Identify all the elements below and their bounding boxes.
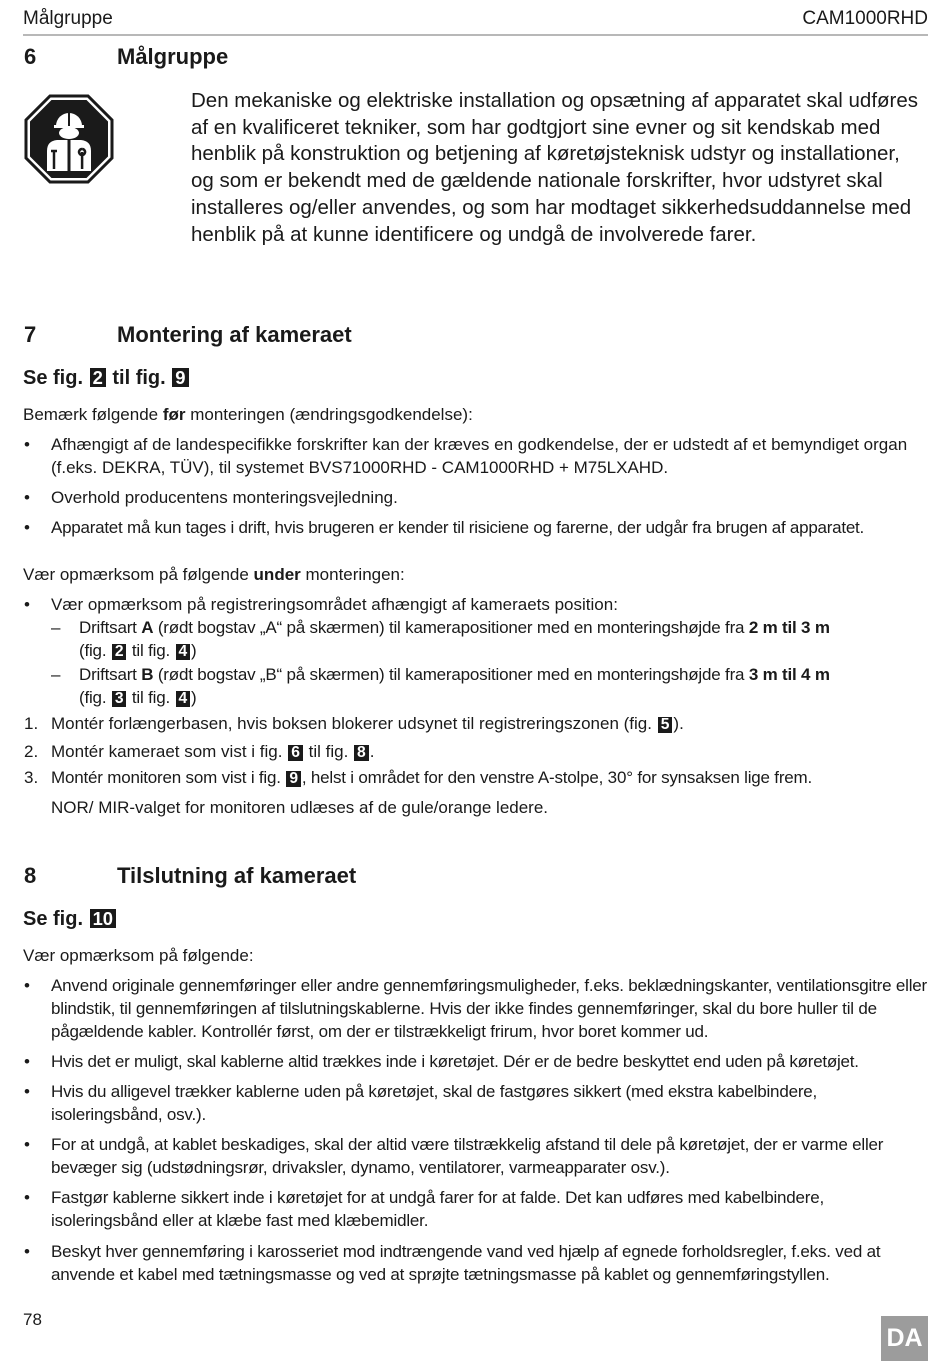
section-number: 6 <box>24 44 37 69</box>
text-run: monteringen: <box>300 565 405 584</box>
step-text <box>51 766 928 789</box>
text-run: Montér forlængerbasen, hvis boksen blokerer udsynet til registreringszonen (fig. <box>51 714 657 733</box>
text-run: til fig. <box>303 742 354 761</box>
height-range: 2 m til 3 m <box>748 618 830 637</box>
manual-page <box>23 0 928 1361</box>
header-product-code: CAM1000RHD <box>802 8 928 29</box>
text-run: monteringen (ændringsgodkendelse): <box>185 405 473 424</box>
target-group-text: Den mekaniske og elektriske installation og opsætning af apparatet skal udføres af en kvalificeret tekniker, som har godtgjort sine evner og sit kendskab med henblik på konstruktion og betjening af køretøjsteknisk udstyr og installationer, og som er bekendt med de gældende nationale forskrifter, hvor udstyret skal installeres og/eller anvendes, og som har modtaget sikkerhedsuddannelse med henblik på at kunne identificere og undgå de involverede farer. <box>191 89 919 246</box>
bullet-icon: • <box>24 976 30 995</box>
text-run: (fig. <box>79 688 111 707</box>
section-title: Tilslutning af kameraet <box>117 863 357 888</box>
figure-number-badge: 2 <box>112 644 127 660</box>
text-run: Montér kameraet som vist i fig. <box>51 742 288 761</box>
list-item-text: Hvis det er muligt, skal kablerne altid trækkes inde i køretøjet. Dér er de bedre beskyttet end uden på køretøjet. <box>51 1052 859 1071</box>
operating-mode: B <box>141 665 154 684</box>
step-note <box>23 796 928 819</box>
figure-number-badge: 5 <box>658 717 673 733</box>
text-run: til fig. <box>127 688 175 707</box>
list-item <box>23 593 928 616</box>
list-item-text: Overhold producentens monteringsvejledning. <box>51 488 398 507</box>
subhead-prefix: Se fig. <box>23 908 84 930</box>
page-number: 78 <box>23 1310 42 1329</box>
step-text <box>51 740 928 763</box>
height-range: 3 m til 4 m <box>748 665 830 684</box>
numbered-step <box>23 740 928 763</box>
text-run: Driftsart <box>79 665 142 684</box>
dash-icon: – <box>51 618 61 637</box>
figure-reference-heading <box>23 367 190 390</box>
list-item <box>23 1240 928 1286</box>
figure-number-badge: 9 <box>286 771 301 787</box>
bullet-icon: • <box>24 518 30 537</box>
numbered-step <box>23 712 928 735</box>
list-item <box>23 1133 928 1179</box>
figure-number-badge: 4 <box>176 691 191 707</box>
text-run: (rødt bogstav „A“ på skærmen) til kamerapositioner med en monteringshøjde fra <box>153 618 749 637</box>
bullet-icon: • <box>24 1188 30 1207</box>
step-note-text: NOR/ MIR-valget for monitoren udlæses af de gule/orange ledere. <box>51 798 549 817</box>
bullet-icon: • <box>24 1135 30 1154</box>
step-number: 1. <box>24 714 39 733</box>
text-run: til fig. <box>127 641 175 660</box>
list-item-text: Anvend originale gennemføringer eller andre gennemføringsmuligheder, f.eks. beklædningskanter, ventilationsgitre eller blindstik, til gennemføringen af tilslutningskablerne. Hvis der ikke findes gennemføringer, skal du bore huller til de pågældende kabler. Kontrollér først, om der er tilstrækkeligt frirum, hvor boret kommer ud. <box>51 976 928 1041</box>
text-run: Driftsart <box>79 618 142 637</box>
subhead-prefix: Se fig. <box>23 367 84 389</box>
list-item <box>23 433 928 479</box>
bullet-icon: • <box>24 488 30 507</box>
section-title: Montering af kameraet <box>117 322 352 347</box>
figure-number-badge: 2 <box>90 368 106 387</box>
figure-number-badge: 6 <box>288 745 303 761</box>
text-run: Montér monitoren som vist i fig. <box>51 768 286 787</box>
figure-number-badge: 4 <box>176 644 191 660</box>
figure-number-badge: 8 <box>354 745 369 761</box>
list-item-text: Beskyt hver gennemføring i karosseriet mod indtrængende vand ved hjælp af egnede forholdsregler, f.eks. ved at anvende et kabel med tætningsmasse og ved at sprøjte tætningsmasse på kablet og gennemføringstyllen. <box>51 1242 881 1284</box>
figure-number-badge: 10 <box>90 909 116 928</box>
sub-list-item-text <box>79 616 928 662</box>
emphasis-text: under <box>253 565 301 584</box>
subhead-connector: til fig. <box>112 367 166 389</box>
operating-mode: A <box>141 618 154 637</box>
figure-number-badge: 9 <box>172 368 188 387</box>
text-run: (rødt bogstav „B“ på skærmen) til kamerapositioner med en monteringshøjde fra <box>153 665 749 684</box>
section-number: 7 <box>24 322 37 347</box>
bullet-icon: • <box>24 435 30 454</box>
list-item-text: Vær opmærksom på registreringsområdet afhængigt af kameraets position: <box>51 595 618 614</box>
bullet-icon: • <box>24 1082 30 1101</box>
figure-reference-heading <box>23 908 117 931</box>
list-item <box>23 1080 928 1126</box>
list-item <box>23 486 928 509</box>
step-number: 2. <box>24 742 39 761</box>
list-item <box>23 1186 928 1232</box>
sub-list-item-text <box>79 663 928 709</box>
text-run: . <box>369 742 375 761</box>
text-run: (fig. <box>79 641 111 660</box>
connection-intro: Vær opmærksom på følgende: <box>23 946 254 965</box>
qualified-technician-icon <box>23 93 115 185</box>
bullet-icon: • <box>24 1052 30 1071</box>
numbered-step <box>23 766 928 789</box>
list-item <box>23 974 928 1043</box>
step-number: 3. <box>24 768 39 787</box>
list-item-text: For at undgå, at kablet beskadiges, skal der altid være tilstrækkelig afstand til dele på køretøjet, der er varme eller bevæger sig (udstødningsrør, drivaksler, dynamo, ventilatorer, varmeapparater osv.). <box>51 1135 884 1177</box>
sub-list-item <box>51 663 928 709</box>
list-item-text: Fastgør kablerne sikkert inde i køretøjet for at undgå farer for at falde. Det kan udføres med kabelbindere, isoleringsbånd eller at klæbe fast med klæbemidler. <box>51 1188 825 1230</box>
bullet-icon: • <box>24 595 30 614</box>
section-title: Målgruppe <box>117 44 229 69</box>
sub-list-item <box>51 616 928 662</box>
text-run: , helst i området for den venstre A-stolpe, 30° for synsaksen lige frem. <box>301 768 813 787</box>
list-item <box>23 1050 928 1073</box>
text-run: ) <box>191 641 197 660</box>
during-mounting-intro <box>23 563 928 586</box>
bullet-icon: • <box>24 1242 30 1261</box>
section-number: 8 <box>24 863 37 888</box>
text-run: ). <box>673 714 684 733</box>
list-item-text: Apparatet må kun tages i drift, hvis brugeren er kender til risiciene og farerne, der udgår fra brugen af apparatet. <box>51 518 864 537</box>
language-badge: DA <box>881 1316 928 1361</box>
text-run: Bemærk følgende <box>23 405 163 424</box>
text-run: Vær opmærksom på følgende <box>23 565 254 584</box>
figure-number-badge: 3 <box>112 691 127 707</box>
list-item <box>23 516 928 539</box>
dash-icon: – <box>51 665 61 684</box>
step-text <box>51 712 928 735</box>
header-chapter-title: Målgruppe <box>23 8 113 29</box>
before-mounting-intro <box>23 403 928 426</box>
text-run: ) <box>191 688 197 707</box>
emphasis-text: før <box>162 405 186 424</box>
running-header <box>23 8 928 36</box>
list-item-text: Hvis du alligevel trækker kablerne uden på køretøjet, skal de fastgøres sikkert (med ekstra kabelbindere, isoleringsbånd, osv.). <box>51 1082 818 1124</box>
list-item-text: Afhængigt af de landespecifikke forskrifter kan der kræves en godkendelse, der er udstedt af et bemyndiget organ (f.eks. DEKRA, TÜV), til systemet BVS71000RHD - CAM1000RHD + M75LXAHD. <box>51 435 908 477</box>
